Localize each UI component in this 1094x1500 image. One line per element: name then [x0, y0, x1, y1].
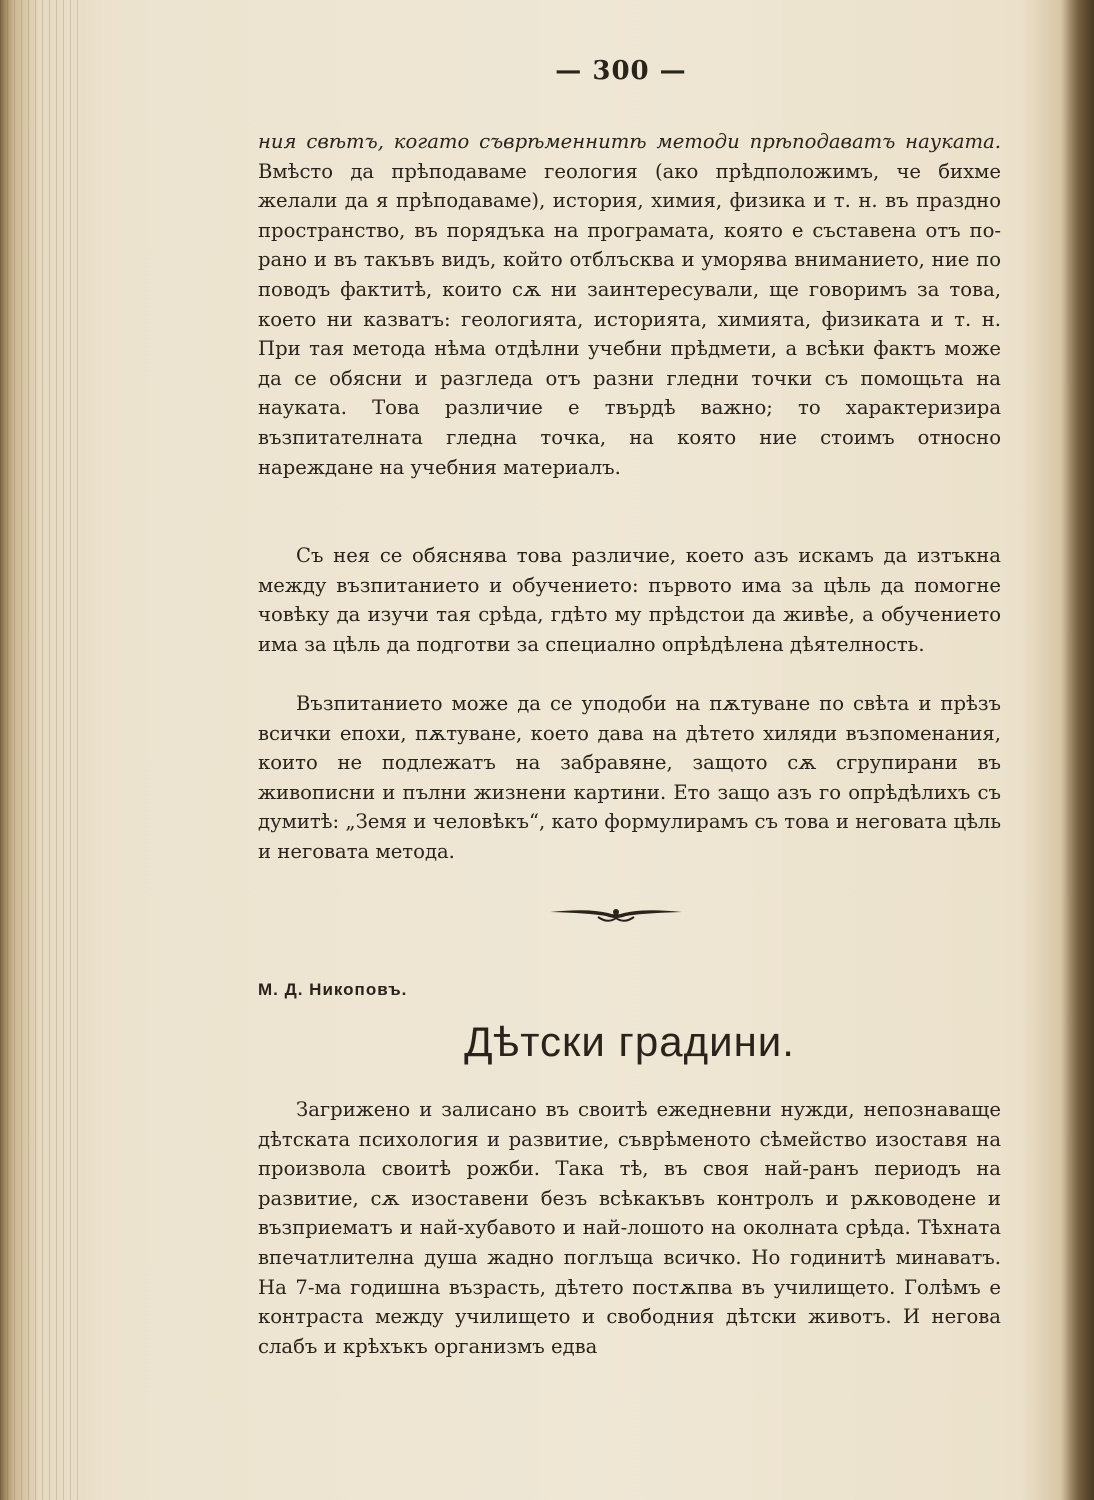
article1-body-2 — [258, 541, 1001, 659]
ornament-divider — [548, 898, 684, 930]
article2-title: Дѣтски градини. — [464, 1018, 795, 1065]
article2-author: М. Д. Никоповъ. — [258, 980, 408, 999]
book-binding-shadow — [1064, 0, 1094, 1500]
article1-paragraph-1-text: Вмѣсто да прѣподаваме геология (ако прѣдположимъ, че бихме желали да я прѣподаваме), история, химия, физика и т. н. въ праздно пространство, въ порядъка на програмата, която е съставена отъ по-рано и въ такъвъ видъ, който отблъсква и уморява вниманието, ние по поводъ фактитѣ, които сѫ ни заинтересували, ще говоримъ за това, което ни казватъ: геологията, историята, химията, физиката и т. н. При тая метода нѣма отдѣлни учебни прѣдмети, а всѣки фактъ може да се обясни и разгледа отъ разни гледни точки съ помощьта на науката. Това различие е твърдѣ важно; то характеризира възпитателната гледна точка, на която ние стоимъ относно нареждане на учебния материалъ. — [258, 159, 1001, 479]
article1-italic-phrase: ния свѣтъ, когато съврѣменнитѣ методи прѣподаватъ науката. — [258, 130, 1001, 153]
article1-body — [258, 127, 1001, 482]
article1-body-3 — [258, 689, 1001, 867]
article2-paragraph-1: Загрижено и залисано въ своитѣ ежедневни нужди, непознаваще дѣтската психология и развитие, съврѣменото сѣмейство изоставя на произвола своитѣ рожби. Така тѣ, въ своя най-ранъ периодъ на развитие, сѫ изоставени безъ всѣкакъвъ контролъ и рѫководене и възприематъ и най-хубавото и най-лошото на околната срѣда. Тѣхната впечатлителна душа жадно поглъща всичко. Но годинитѣ минаватъ. На 7-ма годишна възрасть, дѣтето постѫпва въ училището. Голѣмъ е контраста между училището и свободния дѣтски животъ. И негова слабъ и крѣхъкъ организмъ едва — [258, 1098, 1001, 1358]
article1-paragraph-3: Възпитанието може да се уподоби на пѫтуване по свѣта и прѣзъ всички епохи, пѫтуване, което дава на дѣтето хиляди възпоменания, които не подлежатъ на забравяне, защото сѫ сгрупирани въ живописни и пълни жизнени картини. Ето защо азъ го опрѣдѣлихъ съ думитѣ: „Земя и человѣкъ“, като формулирамъ съ това и неговата цѣль и неговата метода. — [258, 692, 1001, 863]
page-number: — 300 — — [555, 56, 687, 86]
article1-paragraph-2: Съ нея се обяснява това различие, което азъ искамъ да изтъкна между възпитанието и обучението: първото има за цѣль да помогне човѣку да изучи тая срѣда, гдѣто му прѣдстои да живѣе, а обучението има за цѣль да подготви за специално опрѣдѣлена дѣятелность. — [258, 544, 1001, 656]
article1-paragraph-1 — [258, 127, 1001, 482]
book-page-edges — [0, 0, 80, 1500]
article2-body — [258, 1095, 1001, 1361]
